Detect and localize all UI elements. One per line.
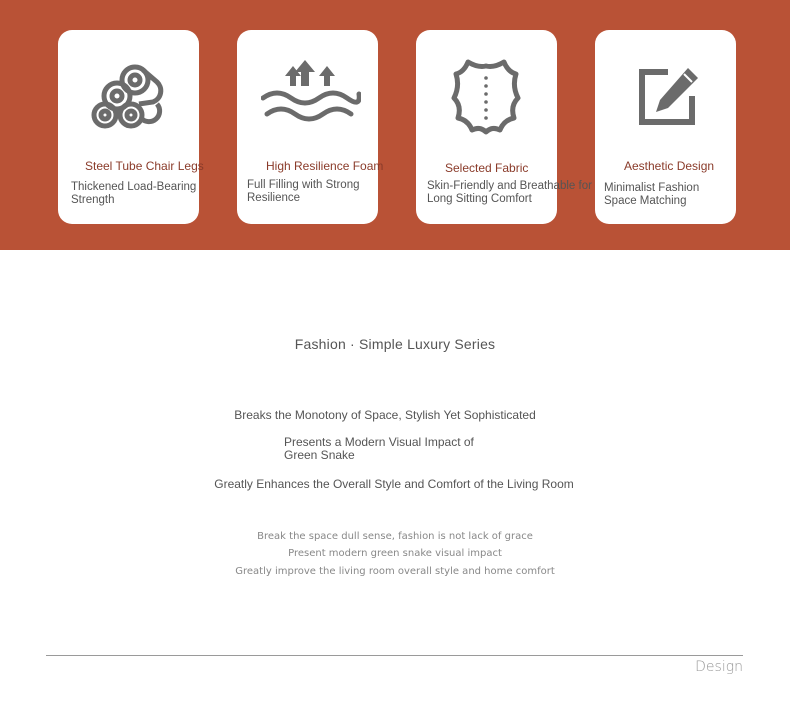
series-sub-2: Present modern green snake visual impact	[288, 548, 502, 559]
feature-card-steel-tube	[58, 30, 204, 224]
series-sub-3: Greatly improve the living room overall style and home comfort	[235, 566, 555, 577]
pencil-edit-icon	[595, 30, 736, 150]
feature-desc: Minimalist Fashion Space Matching	[604, 182, 700, 207]
features-banner	[0, 0, 790, 250]
steel-tubes-icon	[58, 30, 199, 150]
feature-desc: Full Filling with Strong Resilience	[247, 179, 360, 204]
series-sub-1: Break the space dull sense, fashion is not lack of grace	[257, 531, 533, 542]
feature-desc: Skin-Friendly and Breathable for Long Sitting Comfort	[427, 180, 592, 205]
feature-card-fabric	[416, 30, 592, 224]
feature-title: Selected Fabric	[445, 161, 529, 175]
series-title: Fashion · Simple Luxury Series	[294, 336, 496, 352]
series-line-3: Greatly Enhances the Overall Style and Comfort of the Living Room	[214, 477, 574, 491]
feature-title: Aesthetic Design	[624, 159, 715, 173]
leather-hide-icon	[416, 30, 557, 150]
feature-card-design	[595, 30, 736, 224]
feature-title: High Resilience Foam	[266, 159, 384, 173]
feature-desc: Thickened Load-Bearing Strength	[71, 181, 197, 206]
feature-title: Steel Tube Chair Legs	[85, 159, 204, 173]
footer-divider	[46, 655, 743, 656]
footer-design-label: Design	[695, 659, 743, 675]
foam-rising-icon	[237, 30, 378, 150]
series-line-1: Breaks the Monotony of Space, Stylish Yet Sophisticated	[234, 408, 536, 422]
feature-card-foam	[237, 30, 384, 224]
series-line-2: Presents a Modern Visual Impact of Green Snake	[284, 435, 474, 462]
